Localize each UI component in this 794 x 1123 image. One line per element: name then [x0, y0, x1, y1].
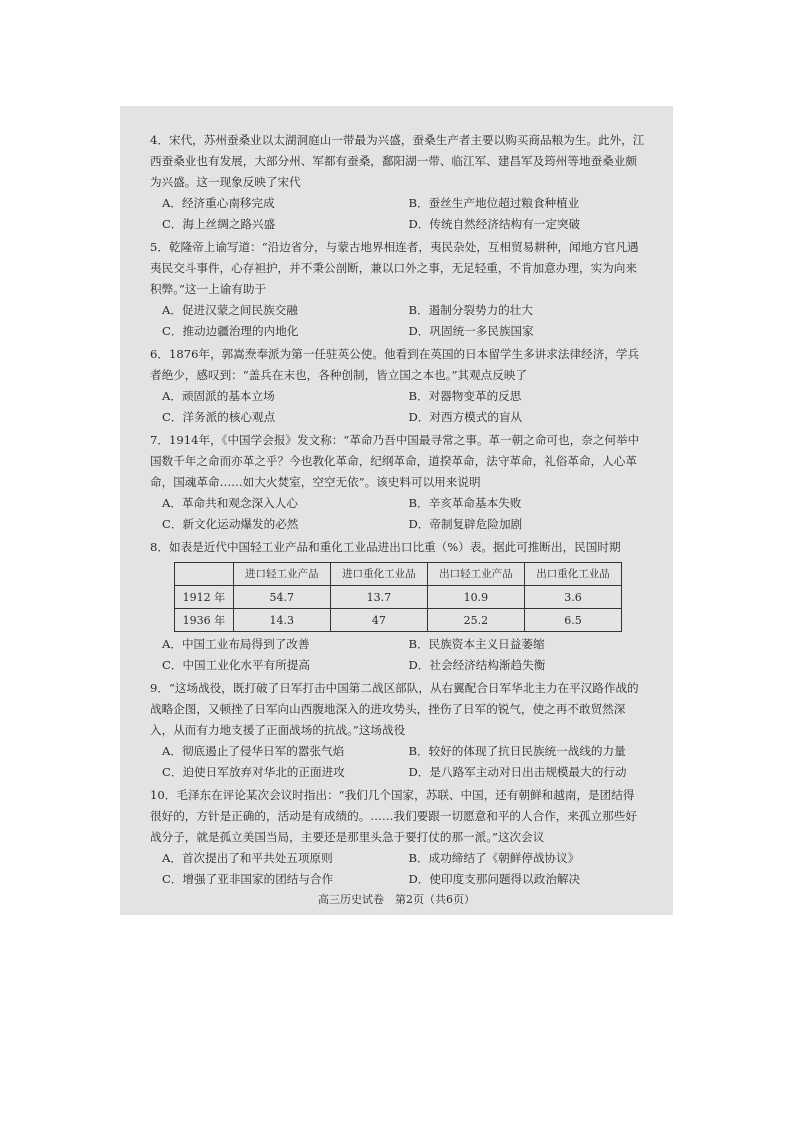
table-cell: 3.6 — [524, 586, 621, 609]
option-b: B．辛亥革命基本失败 — [408, 496, 522, 510]
option-a: A．首次提出了和平共处五项原则 — [162, 851, 333, 865]
option-d: D．传统自然经济结构有一定突破 — [408, 217, 581, 231]
question-6 — [150, 344, 645, 428]
question-stem: 7．1914年，《中国学会报》发文称：“革命乃吾中国最寻常之事。革一朝之命可也，奈之何举中国数千年之命而亦革之乎？今也教化革命，纪纲革命，道揆革命，法守革命，礼俗革命，人心革命，国魂革命……如大火焚室，空空无依”。该史料可以用来说明 — [150, 433, 640, 489]
option-c: C．中国工业化水平有所提高 — [162, 658, 310, 672]
option-c: C．洋务派的核心观点 — [162, 410, 276, 424]
question-4 — [150, 130, 645, 235]
option-d: D．社会经济结构渐趋失衡 — [408, 658, 546, 672]
option-a: A．促进汉蒙之间民族交融 — [162, 303, 298, 317]
option-c: C．推动边疆治理的内地化 — [162, 324, 299, 338]
table-row — [175, 609, 622, 632]
option-c: C．新文化运动爆发的必然 — [162, 517, 299, 531]
option-b: B．蚕丝生产地位超过粮食种植业 — [408, 196, 580, 210]
option-b: B．民族资本主义日益萎缩 — [408, 637, 545, 651]
option-c: C．增强了亚非国家的团结与合作 — [162, 872, 334, 886]
option-b: B．较好的体现了抗日民族统一战线的力量 — [408, 744, 626, 758]
table-header-cell — [175, 563, 234, 586]
table-row — [175, 586, 622, 609]
option-d: D．巩固统一多民族国家 — [408, 324, 534, 338]
question-stem: 5．乾隆帝上谕写道：“沿边省分，与蒙古地界相连者，夷民杂处，互相贸易耕种，闻地方官凡遇夷民交斗事件，心存袒护，并不秉公剖断，兼以口外之事，无足轻重，不肯加意办理，实为向来积弊。”这一上谕有助于 — [150, 240, 639, 296]
table-cell: 54.7 — [233, 586, 330, 609]
answer-options — [162, 193, 645, 235]
option-d: D．帝制复辟危险加剧 — [408, 517, 523, 531]
option-d: D．使印度支那问题得以政治解决 — [408, 872, 581, 886]
option-d: D．是八路军主动对日出击规模最大的行动 — [408, 765, 627, 779]
option-a: A．顽固派的基本立场 — [162, 389, 275, 403]
table-header-cell: 进口重化工业品 — [330, 563, 427, 586]
table-cell: 1912 年 — [175, 586, 234, 609]
option-c: C．海上丝绸之路兴盛 — [162, 217, 276, 231]
answer-options — [162, 300, 645, 342]
question-5 — [150, 237, 645, 342]
question-8 — [150, 537, 645, 676]
answer-options — [162, 493, 645, 535]
table-cell: 10.9 — [427, 586, 524, 609]
answer-options — [162, 634, 645, 676]
table-cell: 47 — [330, 609, 427, 632]
table-cell: 13.7 — [330, 586, 427, 609]
table-header-cell: 进口轻工业产品 — [233, 563, 330, 586]
table-cell: 1936 年 — [175, 609, 234, 632]
option-a: A．彻底遏止了侵华日军的嚣张气焰 — [162, 744, 345, 758]
option-a: A．经济重心南移完成 — [162, 196, 275, 210]
table-cell: 14.3 — [233, 609, 330, 632]
table-cell: 6.5 — [524, 609, 621, 632]
option-a: A．中国工业布局得到了改善 — [162, 637, 310, 651]
option-d: D．对西方模式的盲从 — [408, 410, 523, 424]
answer-options — [162, 848, 645, 890]
question-stem: 9．“这场战役，既打破了日军打击中国第二战区部队，从右翼配合日军华北主力在平汉路作战的战略企图，又顿挫了日军向山西腹地深入的进攻势头，挫伤了日军的锐气，使之再不敢贸然深入，从而有力地支援了正面战场的抗战。”这场战役 — [150, 681, 639, 737]
page-footer: 高三历史试卷 第2页（共6页） — [318, 893, 475, 906]
option-a: A．革命共和观念深入人心 — [162, 496, 298, 510]
table-header-cell: 出口轻工业产品 — [427, 563, 524, 586]
option-c: C．迫使日军放弃对华北的正面进攻 — [162, 765, 345, 779]
question-stem: 6．1876年，郭嵩焘奉派为第一任驻英公使。他看到在英国的日本留学生多讲求法律经济，学兵者绝少，感叹到：“盖兵在末也，各种创制，皆立国之本也。”其观点反映了 — [150, 347, 640, 382]
table-cell: 25.2 — [427, 609, 524, 632]
question-10 — [150, 785, 645, 890]
option-b: B．成功缔结了《朝鲜停战协议》 — [408, 851, 580, 865]
answer-options — [162, 386, 645, 428]
question-7 — [150, 430, 645, 535]
exam-page — [120, 106, 673, 915]
question-stem: 10．毛泽东在评论某次会议时指出：“我们几个国家，苏联、中国，还有朝鲜和越南，是团结得很好的，方针是正确的，活动是有成绩的。……我们要跟一切愿意和平的人合作，来孤立那些好战分子，就是孤立美国当局，主要还是那里头急于要打仗的那一派。”这次会议 — [150, 788, 637, 844]
question-9 — [150, 678, 645, 783]
table-header-row — [175, 563, 622, 586]
trade-ratio-table — [174, 562, 622, 632]
answer-options — [162, 741, 645, 783]
question-stem: 8．如表是近代中国轻工业产品和重化工业品进出口比重（%）表。据此可推断出，民国时期 — [150, 540, 621, 554]
option-b: B．对器物变革的反思 — [408, 389, 522, 403]
option-b: B．遏制分裂势力的壮大 — [408, 303, 533, 317]
question-stem: 4．宋代，苏州蚕桑业以太湖洞庭山一带最为兴盛，蚕桑生产者主要以购买商品粮为生。此外，江西蚕桑业也有发展，大部分州、军都有蚕桑，鄱阳湖一带、临江军、建昌军及筠州等地蚕桑业颇为兴盛。这一现象反映了宋代 — [150, 133, 645, 189]
table-header-cell: 出口重化工业品 — [524, 563, 621, 586]
